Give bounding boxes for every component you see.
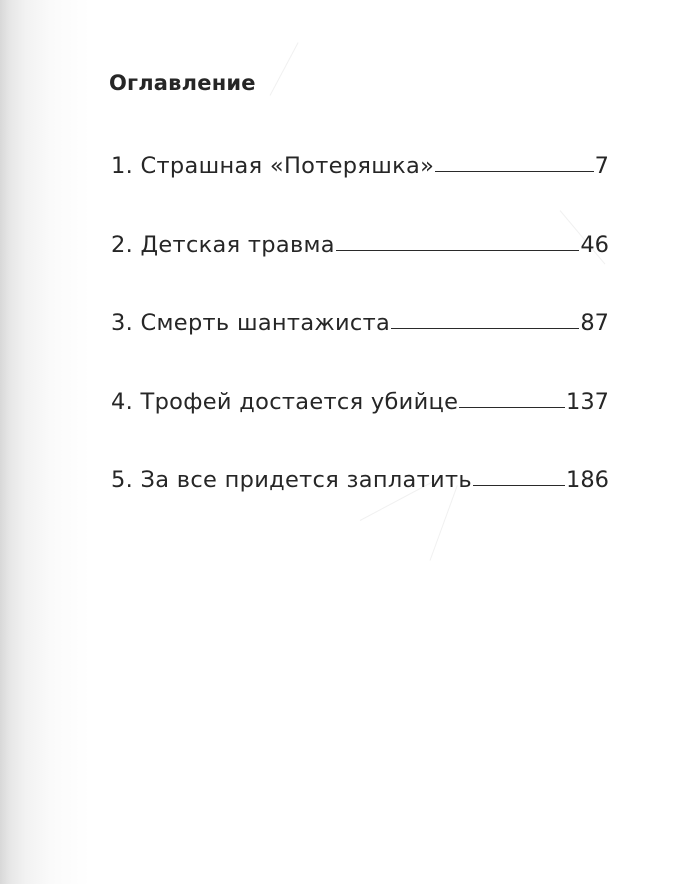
- toc-entry-title: 5. За все придется заплатить: [111, 467, 472, 493]
- toc-entry-title: 3. Смерть шантажиста: [111, 310, 391, 336]
- toc-entry-leader-line: [459, 406, 565, 408]
- toc-list: [111, 143, 609, 536]
- toc-entry[interactable]: [111, 143, 609, 179]
- toc-entry-title: 2. Детская травма: [111, 231, 335, 258]
- toc-entry[interactable]: [111, 222, 609, 258]
- toc-entry[interactable]: [111, 379, 609, 415]
- toc-entry[interactable]: [111, 457, 609, 493]
- toc-entry-title: 1. Страшная «Потеряшка»: [111, 153, 435, 179]
- toc-heading: Оглавление: [109, 71, 256, 95]
- toc-entry-leader-line: [435, 170, 594, 172]
- toc-entry-page-number: 137: [566, 388, 609, 415]
- toc-entry-leader-line: [473, 484, 565, 486]
- paper-scuff-mark: [270, 42, 299, 95]
- toc-entry-leader-line: [336, 249, 579, 251]
- toc-entry-leader-line: [391, 327, 579, 329]
- toc-entry-page-number: 186: [566, 467, 609, 493]
- toc-entry-page-number: 46: [580, 231, 609, 258]
- toc-entry-page-number: 7: [594, 153, 609, 179]
- toc-entry[interactable]: [111, 300, 609, 336]
- toc-entry-title: 4. Трофей достается убийце: [111, 388, 459, 415]
- toc-entry-page-number: 87: [580, 310, 609, 336]
